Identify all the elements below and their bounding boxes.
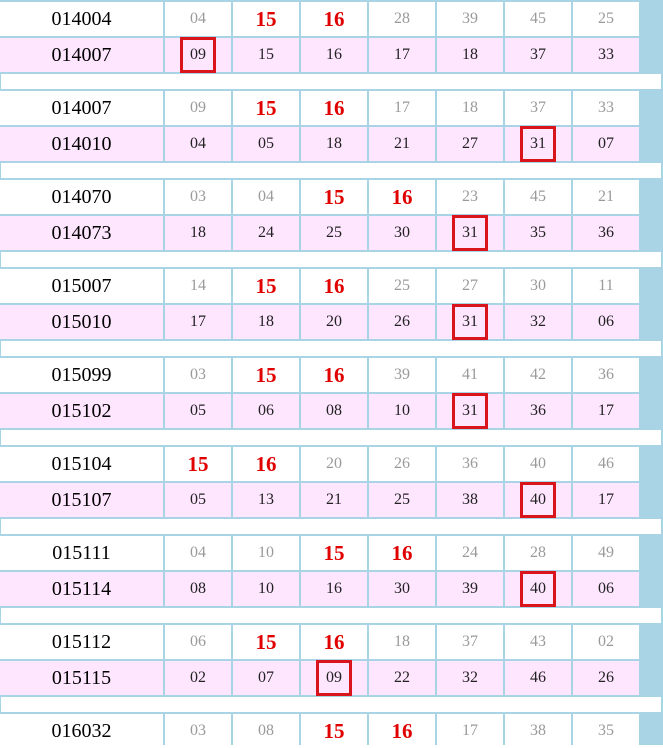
- draw-number-text: 45: [530, 10, 546, 27]
- reference-draw-row: [0, 447, 663, 481]
- draw-number-text: 25: [598, 10, 614, 27]
- draw-number: [233, 127, 299, 161]
- draw-number: [233, 394, 299, 428]
- reference-draw-row: [0, 2, 663, 36]
- draw-number-text: 39: [462, 10, 478, 27]
- draw-number: [233, 447, 299, 481]
- draw-number-text: 15: [323, 718, 345, 743]
- following-draw-row: [0, 127, 663, 161]
- draw-number-text: 37: [462, 633, 478, 650]
- draw-number: [437, 483, 503, 517]
- draw-number: [505, 2, 571, 36]
- group-separator: [1, 163, 661, 178]
- draw-number: [369, 661, 435, 695]
- issue-number: 015111: [0, 536, 163, 570]
- draw-number: [165, 269, 231, 303]
- draw-number: [505, 358, 571, 392]
- draw-number-text: 28: [530, 544, 546, 561]
- draw-number-text: 15: [255, 629, 277, 654]
- draw-number-text: 25: [326, 224, 342, 241]
- draw-number: [573, 2, 639, 36]
- draw-number: [233, 483, 299, 517]
- issue-number: 015115: [0, 661, 163, 695]
- draw-number-text: 08: [190, 580, 206, 597]
- draw-number: [301, 127, 367, 161]
- issue-number: 015007: [0, 269, 163, 303]
- draw-number-text: 16: [323, 362, 345, 387]
- draw-number: [505, 127, 571, 161]
- draw-number-text: 20: [326, 313, 342, 330]
- draw-number-text: 14: [190, 277, 206, 294]
- draw-number-text: 36: [462, 455, 478, 472]
- following-draw-row: [0, 216, 663, 250]
- draw-number-text: 33: [598, 99, 614, 116]
- draw-number: [369, 394, 435, 428]
- issue-number: 014010: [0, 127, 163, 161]
- draw-number-text: 31: [462, 402, 478, 419]
- draw-number: [301, 536, 367, 570]
- draw-number: [369, 216, 435, 250]
- draw-number: [505, 180, 571, 214]
- group-separator: [1, 74, 661, 89]
- draw-number: [301, 661, 367, 695]
- draw-number: [505, 394, 571, 428]
- draw-number-text: 45: [530, 188, 546, 205]
- draw-number-text: 31: [462, 313, 478, 330]
- draw-number-text: 31: [530, 135, 546, 152]
- draw-number: [437, 216, 503, 250]
- issue-number: 014070: [0, 180, 163, 214]
- draw-number-text: 21: [394, 135, 410, 152]
- draw-number-text: 02: [190, 669, 206, 686]
- draw-number-text: 10: [258, 544, 274, 561]
- draw-number: [573, 180, 639, 214]
- draw-number-text: 37: [530, 99, 546, 116]
- draw-number: [505, 661, 571, 695]
- draw-number: [233, 38, 299, 72]
- draw-number-text: 30: [394, 580, 410, 597]
- draw-number-text: 11: [598, 277, 614, 294]
- group-separator: [1, 697, 661, 712]
- draw-number: [505, 714, 571, 748]
- draw-number-text: 03: [190, 366, 206, 383]
- draw-number-text: 10: [258, 580, 274, 597]
- draw-number-text: 16: [323, 6, 345, 31]
- draw-number: [437, 536, 503, 570]
- draw-number: [233, 180, 299, 214]
- draw-number-text: 18: [326, 135, 342, 152]
- draw-number: [165, 714, 231, 748]
- draw-number: [437, 447, 503, 481]
- draw-number-text: 42: [530, 366, 546, 383]
- draw-number-text: 18: [258, 313, 274, 330]
- draw-number-text: 41: [462, 366, 478, 383]
- draw-number-text: 18: [462, 46, 478, 63]
- draw-number: [301, 572, 367, 606]
- draw-number-text: 16: [323, 273, 345, 298]
- draw-number-text: 49: [598, 544, 614, 561]
- draw-number-text: 09: [190, 99, 206, 116]
- issue-number: 015102: [0, 394, 163, 428]
- draw-number: [369, 305, 435, 339]
- group-separator: [1, 519, 661, 534]
- draw-number-text: 17: [394, 99, 410, 116]
- draw-number: [437, 269, 503, 303]
- draw-number: [301, 2, 367, 36]
- draw-number-text: 15: [323, 540, 345, 565]
- draw-number: [369, 180, 435, 214]
- draw-number-text: 07: [258, 669, 274, 686]
- draw-number: [369, 572, 435, 606]
- draw-number: [437, 572, 503, 606]
- draw-number-text: 40: [530, 455, 546, 472]
- draw-number-text: 39: [394, 366, 410, 383]
- draw-number: [505, 625, 571, 659]
- draw-number: [165, 447, 231, 481]
- draw-number: [233, 714, 299, 748]
- draw-number-text: 27: [462, 135, 478, 152]
- draw-number: [233, 661, 299, 695]
- draw-number-text: 03: [190, 722, 206, 739]
- draw-number-text: 16: [323, 95, 345, 120]
- draw-number-text: 16: [391, 184, 413, 209]
- draw-number: [233, 305, 299, 339]
- following-draw-row: [0, 483, 663, 517]
- draw-number-text: 32: [530, 313, 546, 330]
- issue-number: 015010: [0, 305, 163, 339]
- draw-number-text: 36: [598, 224, 614, 241]
- draw-number: [233, 536, 299, 570]
- draw-number: [369, 625, 435, 659]
- draw-number-text: 32: [462, 669, 478, 686]
- draw-number-text: 13: [258, 491, 274, 508]
- draw-number: [165, 358, 231, 392]
- draw-number: [573, 305, 639, 339]
- draw-number-text: 25: [394, 277, 410, 294]
- draw-number-text: 18: [394, 633, 410, 650]
- draw-number: [369, 269, 435, 303]
- following-draw-row: [0, 38, 663, 72]
- issue-number: 014007: [0, 38, 163, 72]
- draw-number: [165, 127, 231, 161]
- draw-number: [437, 91, 503, 125]
- draw-number: [573, 447, 639, 481]
- draw-number: [233, 2, 299, 36]
- draw-number: [437, 358, 503, 392]
- draw-number: [437, 714, 503, 748]
- draw-number: [573, 483, 639, 517]
- draw-number-text: 40: [530, 491, 546, 508]
- draw-number-text: 16: [326, 580, 342, 597]
- draw-number: [437, 180, 503, 214]
- draw-number: [233, 572, 299, 606]
- draw-number: [233, 216, 299, 250]
- draw-number: [437, 127, 503, 161]
- draw-number-text: 16: [391, 718, 413, 743]
- draw-number-text: 17: [462, 722, 478, 739]
- draw-number-text: 05: [190, 491, 206, 508]
- draw-number-text: 16: [391, 540, 413, 565]
- draw-number: [301, 358, 367, 392]
- draw-number-text: 17: [598, 402, 614, 419]
- draw-number-text: 26: [394, 455, 410, 472]
- draw-number-text: 05: [258, 135, 274, 152]
- draw-number: [301, 447, 367, 481]
- draw-number: [505, 536, 571, 570]
- issue-number: 015112: [0, 625, 163, 659]
- draw-number: [233, 358, 299, 392]
- draw-number-text: 46: [598, 455, 614, 472]
- draw-number: [301, 269, 367, 303]
- draw-number: [369, 2, 435, 36]
- reference-draw-row: [0, 269, 663, 303]
- draw-number-text: 33: [598, 46, 614, 63]
- draw-number: [505, 38, 571, 72]
- issue-number: 015099: [0, 358, 163, 392]
- draw-number: [165, 180, 231, 214]
- draw-number-text: 04: [190, 544, 206, 561]
- following-draw-row: [0, 572, 663, 606]
- draw-number-text: 30: [530, 277, 546, 294]
- draw-number-text: 04: [258, 188, 274, 205]
- draw-number-text: 04: [190, 10, 206, 27]
- issue-number: 014004: [0, 2, 163, 36]
- issue-number: 014007: [0, 91, 163, 125]
- draw-number-text: 24: [462, 544, 478, 561]
- draw-number-text: 21: [326, 491, 342, 508]
- following-draw-row: [0, 305, 663, 339]
- draw-number: [437, 38, 503, 72]
- draw-number: [301, 216, 367, 250]
- following-draw-row: [0, 661, 663, 695]
- draw-number-text: 35: [530, 224, 546, 241]
- draw-number-text: 22: [394, 669, 410, 686]
- draw-number: [505, 305, 571, 339]
- issue-number: 015104: [0, 447, 163, 481]
- draw-number: [301, 38, 367, 72]
- draw-number: [165, 625, 231, 659]
- draw-number-text: 31: [462, 224, 478, 241]
- draw-number: [573, 38, 639, 72]
- draw-number-text: 38: [530, 722, 546, 739]
- draw-number-text: 15: [323, 184, 345, 209]
- draw-number: [165, 2, 231, 36]
- draw-number-text: 15: [255, 273, 277, 298]
- group-separator: [1, 252, 661, 267]
- draw-number: [233, 91, 299, 125]
- draw-number-text: 40: [530, 580, 546, 597]
- draw-number-text: 18: [462, 99, 478, 116]
- reference-draw-row: [0, 91, 663, 125]
- draw-number-text: 37: [530, 46, 546, 63]
- draw-number-text: 15: [255, 362, 277, 387]
- draw-number-text: 46: [530, 669, 546, 686]
- draw-number-text: 30: [394, 224, 410, 241]
- draw-number-text: 08: [326, 402, 342, 419]
- draw-number-text: 16: [326, 46, 342, 63]
- draw-number: [505, 572, 571, 606]
- reference-draw-row: [0, 358, 663, 392]
- draw-number: [369, 714, 435, 748]
- draw-number-text: 27: [462, 277, 478, 294]
- draw-number-text: 17: [190, 313, 206, 330]
- draw-number-text: 06: [190, 633, 206, 650]
- draw-number-text: 09: [326, 669, 342, 686]
- draw-number: [301, 714, 367, 748]
- draw-number: [505, 269, 571, 303]
- draw-number-text: 16: [255, 451, 277, 476]
- reference-draw-row: [0, 180, 663, 214]
- draw-number: [301, 91, 367, 125]
- draw-number: [301, 483, 367, 517]
- issue-number: 015107: [0, 483, 163, 517]
- draw-number-text: 26: [598, 669, 614, 686]
- draw-number-text: 24: [258, 224, 274, 241]
- draw-number-text: 43: [530, 633, 546, 650]
- draw-number: [233, 625, 299, 659]
- draw-number: [369, 536, 435, 570]
- draw-number-text: 17: [598, 491, 614, 508]
- draw-number: [369, 483, 435, 517]
- draw-number: [301, 305, 367, 339]
- draw-number: [165, 394, 231, 428]
- draw-number-text: 36: [530, 402, 546, 419]
- draw-number-text: 02: [598, 633, 614, 650]
- draw-number: [165, 661, 231, 695]
- draw-number-text: 06: [598, 580, 614, 597]
- draw-number-text: 15: [258, 46, 274, 63]
- issue-number: 016032: [0, 714, 163, 748]
- reference-draw-row: [0, 625, 663, 659]
- draw-number: [301, 180, 367, 214]
- draw-number: [573, 714, 639, 748]
- draw-number: [573, 625, 639, 659]
- draw-number: [437, 625, 503, 659]
- group-separator: [1, 341, 661, 356]
- draw-number: [165, 483, 231, 517]
- reference-draw-row: [0, 714, 663, 748]
- following-draw-row: [0, 394, 663, 428]
- draw-number-text: 25: [394, 491, 410, 508]
- draw-number-text: 18: [190, 224, 206, 241]
- draw-number-text: 15: [187, 451, 209, 476]
- draw-number-text: 07: [598, 135, 614, 152]
- draw-number: [505, 483, 571, 517]
- draw-number: [165, 536, 231, 570]
- draw-number: [369, 38, 435, 72]
- draw-number-text: 39: [462, 580, 478, 597]
- draw-number: [573, 394, 639, 428]
- draw-number-text: 38: [462, 491, 478, 508]
- draw-number: [573, 127, 639, 161]
- draw-number: [505, 91, 571, 125]
- draw-number: [165, 91, 231, 125]
- draw-number: [573, 91, 639, 125]
- draw-number: [165, 572, 231, 606]
- reference-draw-row: [0, 536, 663, 570]
- draw-number-text: 16: [323, 629, 345, 654]
- issue-number: 014073: [0, 216, 163, 250]
- draw-number: [505, 216, 571, 250]
- draw-number-text: 06: [598, 313, 614, 330]
- draw-number-text: 09: [190, 46, 206, 63]
- draw-number-text: 23: [462, 188, 478, 205]
- draw-number: [437, 305, 503, 339]
- draw-number: [369, 447, 435, 481]
- draw-number: [573, 358, 639, 392]
- group-separator: [1, 430, 661, 445]
- draw-number-text: 15: [255, 95, 277, 120]
- draw-number: [369, 91, 435, 125]
- draw-number: [437, 661, 503, 695]
- draw-number-text: 03: [190, 188, 206, 205]
- draw-number-text: 28: [394, 10, 410, 27]
- draw-number: [165, 38, 231, 72]
- draw-number: [301, 625, 367, 659]
- draw-number-text: 21: [598, 188, 614, 205]
- draw-number-text: 04: [190, 135, 206, 152]
- draw-number: [165, 305, 231, 339]
- draw-number: [369, 127, 435, 161]
- draw-number-text: 35: [598, 722, 614, 739]
- draw-number-text: 05: [190, 402, 206, 419]
- draw-number-text: 10: [394, 402, 410, 419]
- draw-number-text: 06: [258, 402, 274, 419]
- draw-number-text: 15: [255, 6, 277, 31]
- draw-number: [165, 216, 231, 250]
- draw-number: [573, 661, 639, 695]
- draw-number: [505, 447, 571, 481]
- draw-number-text: 17: [394, 46, 410, 63]
- draw-number: [437, 2, 503, 36]
- draw-number-text: 08: [258, 722, 274, 739]
- draw-number-text: 20: [326, 455, 342, 472]
- draw-number: [573, 269, 639, 303]
- draw-number: [437, 394, 503, 428]
- draw-number: [369, 358, 435, 392]
- issue-number: 015114: [0, 572, 163, 606]
- draw-number: [573, 216, 639, 250]
- draw-number: [233, 269, 299, 303]
- draw-number-text: 26: [394, 313, 410, 330]
- draw-number: [573, 572, 639, 606]
- draw-number: [573, 536, 639, 570]
- group-separator: [1, 608, 661, 623]
- draw-number-text: 36: [598, 366, 614, 383]
- draw-number: [301, 394, 367, 428]
